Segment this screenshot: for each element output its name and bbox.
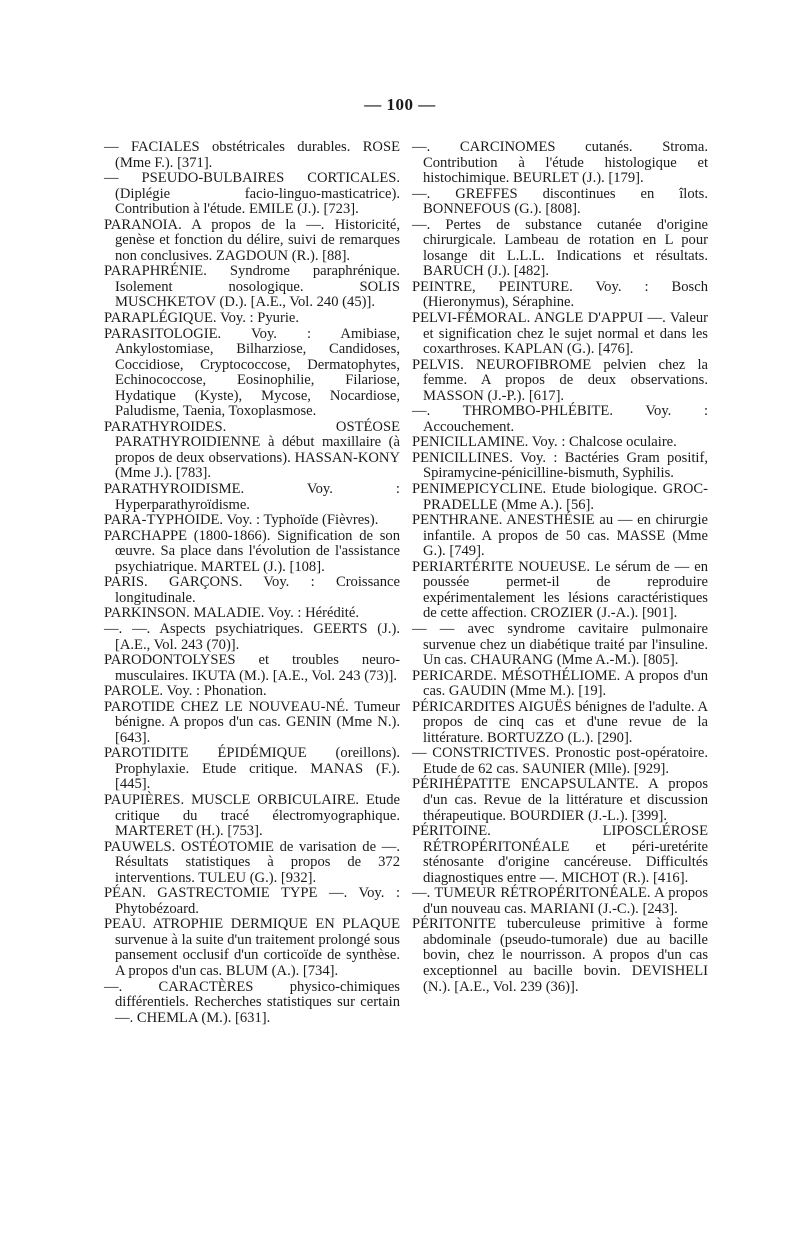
index-entry: PAROTIDE CHEZ LE NOUVEAU-NÉ. Tumeur bénigne. A propos d'un cas. GENIN (Mme N.). [643]. [104, 698, 400, 746]
index-entry: PENIMEPICYCLINE. Etude biologique. GROC-PRADELLE (Mme A.). [56]. [412, 481, 708, 513]
index-entry: —. Pertes de substance cutanée d'origine chirurgicale. Lambeau de rotation en L pour losange dit L.L.L. Indications et résultats. BARUCH (J.). [482]. [412, 216, 708, 280]
index-entry: PÉRICARDITES AIGUËS bénignes de l'adulte. A propos de cinq cas et d'une revue de la littérature. BORTUZZO (L.). [290]. [412, 698, 708, 746]
index-entry: PARODONTOLYSES et troubles neuro-musculaires. IKUTA (M.). [A.E., Vol. 243 (73)]. [104, 652, 400, 684]
index-entry: PELVI-FÉMORAL. ANGLE D'APPUI —. Valeur et signification chez le sujet normal et dans les coxarthroses. KAPLAN (G.). [476]. [412, 310, 708, 358]
index-entry: PAUWELS. OSTÉOTOMIE de varisation de —. Résultats statistiques à propos de 372 interventions. TULEU (G.). [932]. [104, 838, 400, 886]
index-entry: PEINTRE, PEINTURE. Voy. : Bosch (Hieronymus), Séraphine. [412, 278, 708, 311]
index-entry: PARATHYROIDES. OSTÉOSE PARATHYROIDIENNE à début maxillaire (à propos de deux observations). HASSAN-KONY (Mme J.). [783]. [104, 418, 400, 482]
index-entry: PÉAN. GASTRECTOMIE TYPE —. Voy. : Phytobézoard. [104, 885, 400, 917]
index-entry: PÉRIHÉPATITE ENCAPSULANTE. A propos d'un cas. Revue de la littérature et discussion thérapeutique. BOURDIER (J.-L.). [399]. [412, 776, 708, 824]
index-entry: — FACIALES obstétricales durables. ROSE (Mme F.). [371]. [104, 139, 400, 171]
index-entry: PÉRITONITE tuberculeuse primitive à forme abdominale (pseudo-tumorale) due au bacille bovin, chez le nourrisson. A propos d'un cas exceptionnel au bacille bovin. DEVISHELI (N.). [A.E., Vol. 239 (36)]. [412, 916, 708, 995]
index-entry: PAROTIDITE ÉPIDÉMIQUE (oreillons). Prophylaxie. Etude critique. MANAS (F.). [445]. [104, 745, 400, 793]
index-entry: PAROLE. Voy. : Phonation. [104, 683, 267, 700]
index-entry: PENTHRANE. ANESTHÉSIE au — en chirurgie infantile. A propos de 50 cas. MASSE (Mme G.). [749]. [412, 512, 708, 560]
index-entry: PARAPLÉGIQUE. Voy. : Pyurie. [104, 310, 300, 327]
index-entry: PEAU. ATROPHIE DERMIQUE EN PLAQUE survenue à la suite d'un traitement prolongé sous pansement occlusif d'un corticoïde de synthèse. A propos d'un cas. BLUM (A.). [734]. [104, 916, 400, 979]
index-entry: PAUPIÈRES. MUSCLE ORBICULAIRE. Etude critique du tracé électromyographique. MARTERET (H.). [753]. [104, 791, 400, 840]
index-entry: PARATHYROIDISME. Voy. : Hyperparathyroïdisme. [104, 481, 400, 513]
index-entry: PARIS. GARÇONS. Voy. : Croissance longitudinale. [104, 574, 400, 606]
index-entry: PARAPHRÉNIE. Syndrome paraphrénique. Isolement nosologique. SOLIS MUSCHKETOV (D.). [A.E., Vol. 240 (45)]. [104, 263, 400, 311]
index-entry: —. CARACTÈRES physico-chimiques différentiels. Recherches statistiques sur certain —. CHEMLA (M.). [631]. [104, 978, 400, 1026]
index-entry: —. —. Aspects psychiatriques. GEERTS (J.). [A.E., Vol. 243 (70)]. [104, 620, 400, 653]
left-column [104, 140, 400, 1026]
index-entry: —. GREFFES discontinues en îlots. BONNEFOUS (G.). [808]. [412, 185, 708, 218]
index-entry: — CONSTRICTIVES. Pronostic post-opératoire. Etude de 62 cas. SAUNIER (Mlle). [929]. [412, 745, 708, 777]
index-entry: PÉRITOINE. LIPOSCLÉROSE RÉTROPÉRITONÉALE et péri-uretérite sténosante d'origine cancéreuse. Difficultés diagnostiques entre —. MICHOT (R.). [416]. [412, 823, 708, 886]
index-entry: PENICILLAMINE. Voy. : Chalcose oculaire. [412, 434, 677, 451]
index-entry: PERIARTÉRITE NOUEUSE. Le sérum de — en poussée permet-il de reproduire expérimentalement les lésions caractéristiques de cette affection. CROZIER (J.-A.). [901]. [412, 558, 708, 622]
index-entry: — — avec syndrome cavitaire pulmonaire survenue chez un diabétique traité par l'insuline. Un cas. CHAURANG (Mme A.-M.). [805]. [412, 620, 708, 669]
index-entry: PARA-TYPHOIDE. Voy. : Typhoïde (Fièvres). [104, 512, 379, 529]
page-number: — 100 — [364, 95, 436, 114]
index-entry: PARKINSON. MALADIE. Voy. : Hérédité. [104, 605, 359, 622]
index-entry: PARASITOLOGIE. Voy. : Amibiase, Ankylostomiase, Bilharziose, Candidoses, Coccidiose, Cryptococcose, Dermatophytes, Echinococcose, Eosinophilie, Filariose, Hydatique (Kyste), Mycose, Nocardiose, Paludisme, Taenia, Toxoplasmose. [104, 325, 400, 420]
index-entry: PERICARDE. MÉSOTHÉLIOME. A propos d'un cas. GAUDIN (Mme M.). [19]. [412, 667, 708, 700]
index-entry: PELVIS. NEUROFIBROME pelvien chez la femme. A propos de deux observations. MASSON (J.-P.). [617]. [412, 356, 708, 404]
index-entry: —. THROMBO-PHLÉBITE. Voy. : Accouchement. [412, 403, 708, 435]
index-entry: PARANOIA. A propos de la —. Historicité, genèse et fonction du délire, suivi de remarques non conclusives. ZAGDOUN (R.). [88]. [104, 216, 400, 264]
index-entry: —. CARCINOMES cutanés. Stroma. Contribution à l'étude histologique et histochimique. BEURLET (J.). [179]. [412, 139, 708, 187]
right-column [412, 140, 708, 995]
index-entry: —. TUMEUR RÉTROPÉRITONÉALE. A propos d'un nouveau cas. MARIANI (J.-C.). [243]. [412, 885, 708, 917]
index-entry: — PSEUDO-BULBAIRES CORTICALES. (Diplégie facio-linguo-masticatrice). Contribution à l'étude. EMILE (J.). [723]. [104, 170, 400, 218]
index-entry: PARCHAPPE (1800-1866). Signification de son œuvre. Sa place dans l'évolution de l'assistance psychiatrique. MARTEL (J.). [108]. [104, 527, 400, 575]
index-entry: PENICILLINES. Voy. : Bactéries Gram positif, Spiramycine-pénicilline-bismuth, Syphilis. [412, 449, 708, 482]
